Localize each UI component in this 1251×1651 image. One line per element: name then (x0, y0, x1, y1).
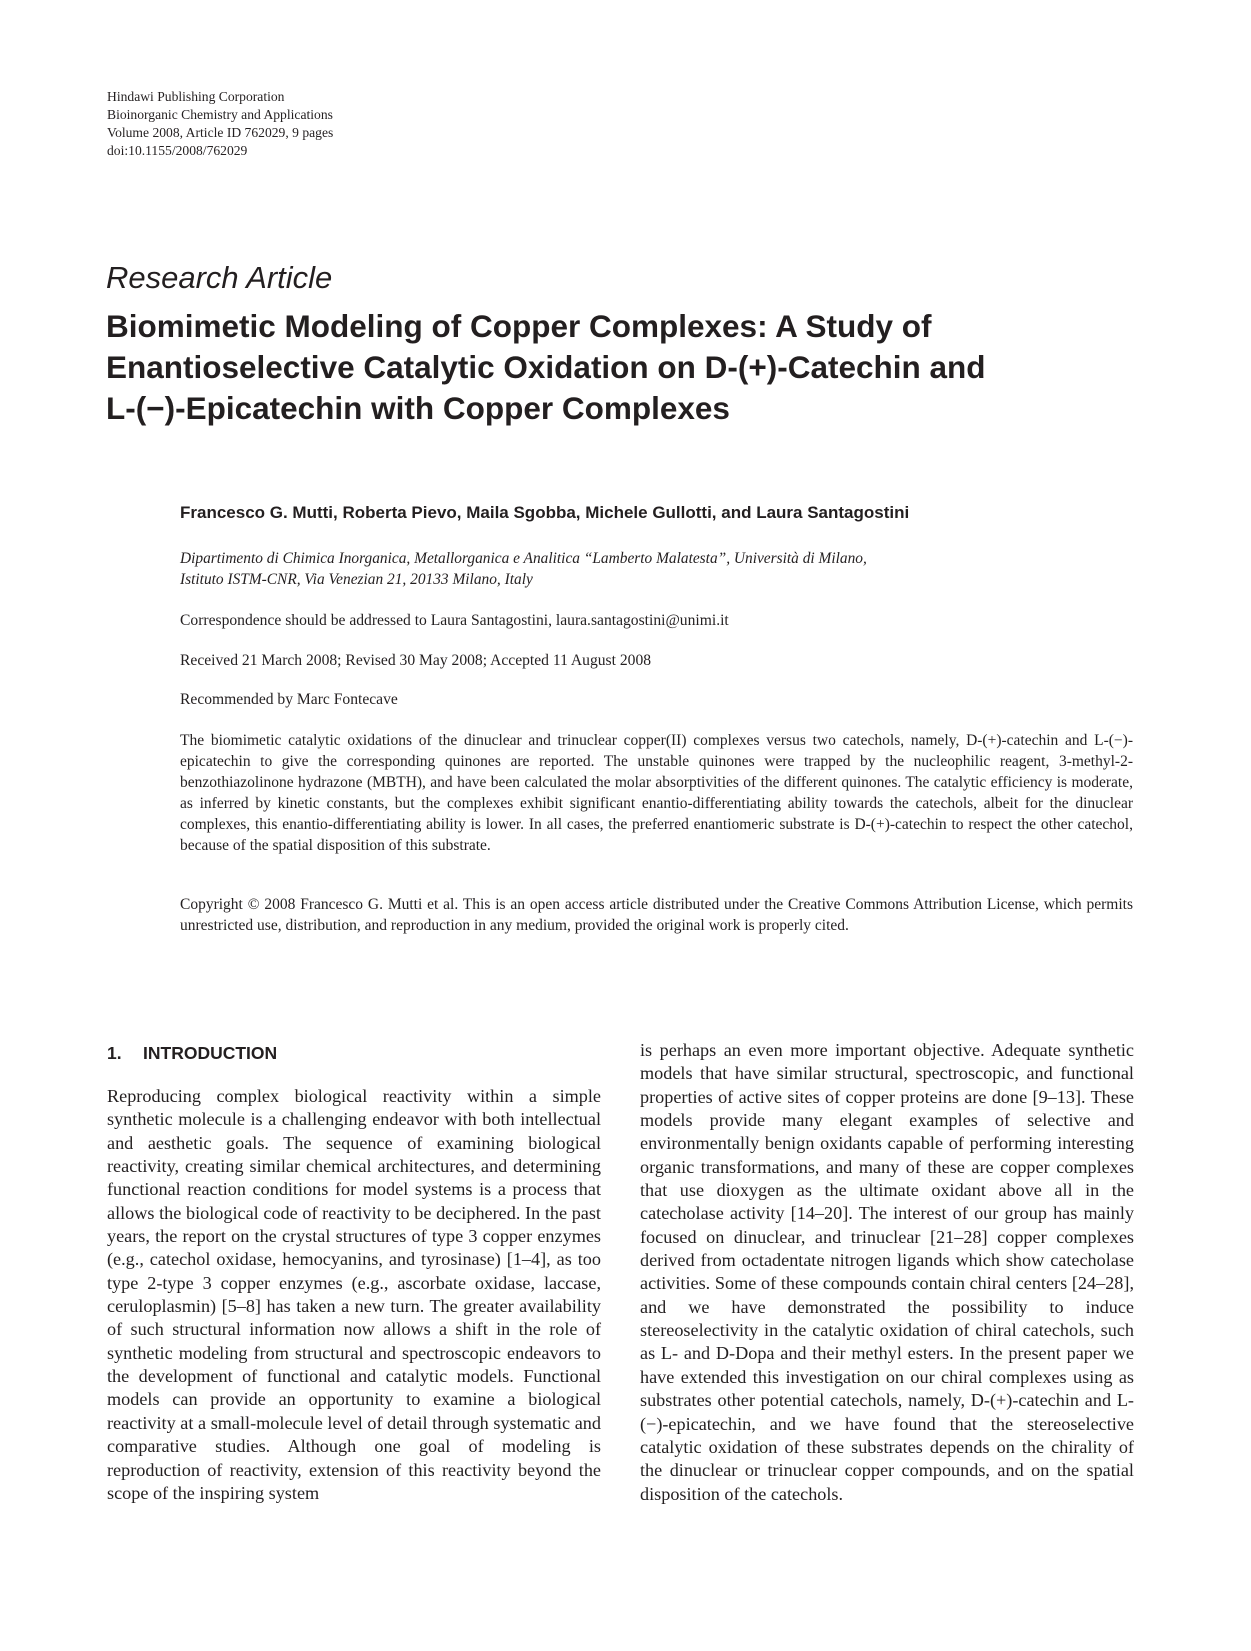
affiliation-line-1: Dipartimento di Chimica Inorganica, Metallorganica e Analitica “Lamberto Malatesta”, Università di Milano, (180, 550, 867, 567)
section-number: 1. (107, 1043, 122, 1063)
title-line-1: Biomimetic Modeling of Copper Complexes: A Study of (106, 308, 932, 344)
correspondence: Correspondence should be addressed to Laura Santagostini, laura.santagostini@unimi.it (180, 612, 729, 629)
body-column-right (640, 1039, 1134, 1506)
volume-info: Volume 2008, Article ID 762029, 9 pages (107, 125, 334, 140)
title-line-3: L-(−)-Epicatechin with Copper Complexes (106, 390, 730, 426)
authors: Francesco G. Mutti, Roberta Pievo, Maila Sgobba, Michele Gullotti, and Laura Santagostini (180, 503, 910, 522)
article-type: Research Article (106, 260, 333, 295)
journal-info (107, 88, 333, 160)
doi: doi:10.1155/2008/762029 (107, 143, 248, 158)
section-heading (107, 1043, 277, 1064)
affiliation-line-2: Istituto ISTM-CNR, Via Venezian 21, 20133 Milano, Italy (180, 571, 533, 588)
title-line-2: Enantioselective Catalytic Oxidation on D-(+)-Catechin and (106, 349, 986, 385)
copyright-notice: Copyright © 2008 Francesco G. Mutti et al. This is an open access article distributed under the Creative Commons Attribution License, which permits unrestricted use, distribution, and reproduction in any medium, provided the original work is properly cited. (180, 896, 1133, 934)
abstract: The biomimetic catalytic oxidations of the dinuclear and trinuclear copper(II) complexes versus two catechols, namely, D-(+)-catechin and L-(−)-epicatechin to give the corresponding quinones are reported. The unstable quinones were trapped by the nucleophilic reagent, 3-methyl-2-benzothiazolinone hydrazone (MBTH), and have been calculated the molar absorptivities of the different quinones. The catalytic efficiency is moderate, as inferred by kinetic constants, but the complexes exhibit significant enantio-differentiating ability towards the catechols, albeit for the dinuclear complexes, this enantio-differentiating ability is lower. In all cases, the preferred enantiomeric substrate is D-(+)-catechin to respect the other catechol, because of the spatial disposition of this substrate. (180, 732, 1133, 854)
body-paragraph: Reproducing complex biological reactivity within a simple synthetic molecule is a challenging endeavor with both intellectual and aesthetic goals. The sequence of examining biological reactivity, creating similar chemical architectures, and determining functional reaction conditions for model systems is a process that allows the biological code of reactivity to be deciphered. In the past years, the report on the crystal structures of type 3 copper enzymes (e.g., catechol oxidase, hemocyanins, and tyrosinase) [1–4], as too type 2-type 3 copper enzymes (e.g., ascorbate oxidase, laccase, ceruloplasmin) [5–8] has taken a new turn. The greater availability of such structural information now allows a shift in the role of synthetic modeling from structural and spectroscopic endeavors to the development of functional and catalytic models. Functional models can provide an opportunity to examine a biological reactivity at a small-molecule level of detail through systematic and comparative studies. Although one goal of modeling is reproduction of reactivity, extension of this reactivity beyond the scope of the inspiring system (107, 1086, 601, 1503)
body-column-left (107, 1085, 601, 1505)
body-paragraph: is perhaps an even more important objective. Adequate synthetic models that have similar structural, spectroscopic, and functional properties of active sites of copper proteins are done [9–13]. These models provide many elegant examples of selective and environmentally benign oxidants capable of performing interesting organic transformations, and many of these are copper complexes that use dioxygen as the ultimate oxidant above all in the catecholase activity [14–20]. The interest of our group has mainly focused on dinuclear, and trinuclear [21–28] copper complexes derived from octadentate nitrogen ligands which show catecholase activities. Some of these compounds contain chiral centers [24–28], and we have demonstrated the possibility to induce stereoselectivity in the catalytic oxidation of chiral catechols, such as L- and D-Dopa and their methyl esters. In the present paper we have extended this investigation on our chiral complexes using as substrates other potential catechols, namely, D-(+)-catechin and L-(−)-epicatechin, and we have found that the stereoselective catalytic oxidation of these substrates depends on the chirality of the dinuclear or trinuclear copper compounds, and on the spatial disposition of the catechols. (640, 1040, 1134, 1504)
section-title: INTRODUCTION (143, 1043, 278, 1063)
journal-name: Bioinorganic Chemistry and Applications (107, 107, 333, 122)
recommended-by: Recommended by Marc Fontecave (180, 691, 398, 708)
publication-history: Received 21 March 2008; Revised 30 May 2008; Accepted 11 August 2008 (180, 652, 652, 669)
article-title (106, 306, 1146, 429)
publisher: Hindawi Publishing Corporation (107, 89, 285, 104)
affiliation (180, 548, 867, 590)
